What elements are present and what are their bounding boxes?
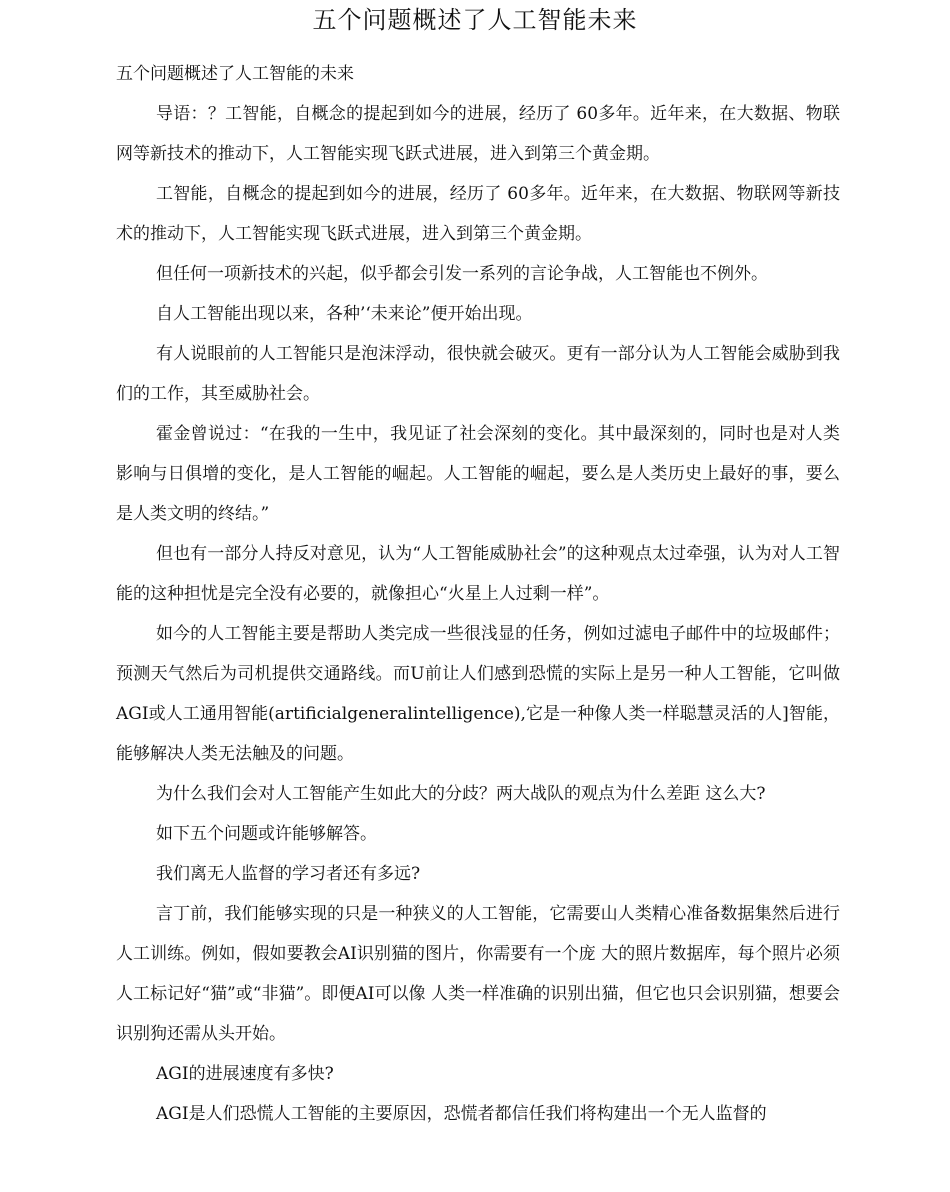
paragraph-intro: 导语：？工智能，自概念的提起到如今的进展，经历了 60多年。近年来，在大数据、物联网等新技术的推动下，人工智能实现飞跃式进展，进入到第三个黄金期。 [116, 104, 840, 164]
paragraph: 有人说眼前的人工智能只是泡沫浮动，很快就会破灭。更有一部分认为人工智能会威胁到我们的工作，其至威胁社会。 [116, 344, 840, 404]
paragraph: 为什么我们会对人工智能产生如此大的分歧？两大战队的观点为什么差距 这么大? [156, 784, 766, 804]
document-subtitle: 五个问题概述了人工智能的未来 [116, 64, 354, 84]
paragraph: 但任何一项新技术的兴起，似乎都会引发一系列的言论争战，人工智能也不例外。 [156, 264, 768, 284]
paragraph: 如今的人工智能主要是帮助人类完成一些很浅显的任务，例如过滤电子邮件中的垃圾邮件；预测天气然后为司机提供交通路线。而U前让人们感到恐慌的实际上是另一种人工智能，它叫做AGI或人工通用智能(artificialgeneralintelligence),它是一种像人类一样聪慧灵活的人]智能，能够解决人类无法触及的问题。 [116, 624, 840, 764]
section-heading: AGI的进展速度有多快? [156, 1064, 334, 1084]
section-heading: 我们离无人监督的学习者还有多远? [156, 864, 421, 884]
paragraph: AGI是人们恐慌人工智能的主要原因，恐慌者都信任我们将构建出一个无人监督的 [156, 1104, 767, 1124]
paragraph: 但也有一部分人持反对意见，认为“人工智能威胁社会”的这种观点太过牵强，认为对人工智能的这种担忧是完全没有必要的，就像担心“火星上人过剩一样”。 [116, 544, 840, 604]
paragraph: 工智能，自概念的提起到如今的进展，经历了 60多年。近年来，在大数据、物联网等新技术的推动下，人工智能实现飞跃式进展，进入到第三个黄金期。 [116, 184, 840, 244]
paragraph: 如下五个问题或许能够解答。 [156, 824, 377, 844]
paragraph-quote: 霍金曾说过：“在我的一生中，我见证了社会深刻的变化。其中最深刻的，同时也是对人类影响与日俱增的变化，是人工智能的崛起。人工智能的崛起，要么是人类历史上最好的事，要么是人类文明的终结。” [116, 424, 840, 524]
paragraph: 自人工智能出现以来，各种’‘未来论”便开始出现。 [156, 304, 533, 324]
document-body [116, 54, 840, 1134]
document-title: 五个问题概述了人工智能未来 [312, 6, 638, 34]
paragraph: 言丁前，我们能够实现的只是一种狭义的人工智能，它需要山人类精心准备数据集然后进行人工训练。例如，假如要教会AI识别猫的图片，你需要有一个庞 大的照片数据库，每个照片必须人工标记好“猫”或“非猫”。即便AI可以像 人类一样准确的识别出猫，但它也只会识别猫，想要会识别狗还需从头开始。 [116, 904, 840, 1044]
